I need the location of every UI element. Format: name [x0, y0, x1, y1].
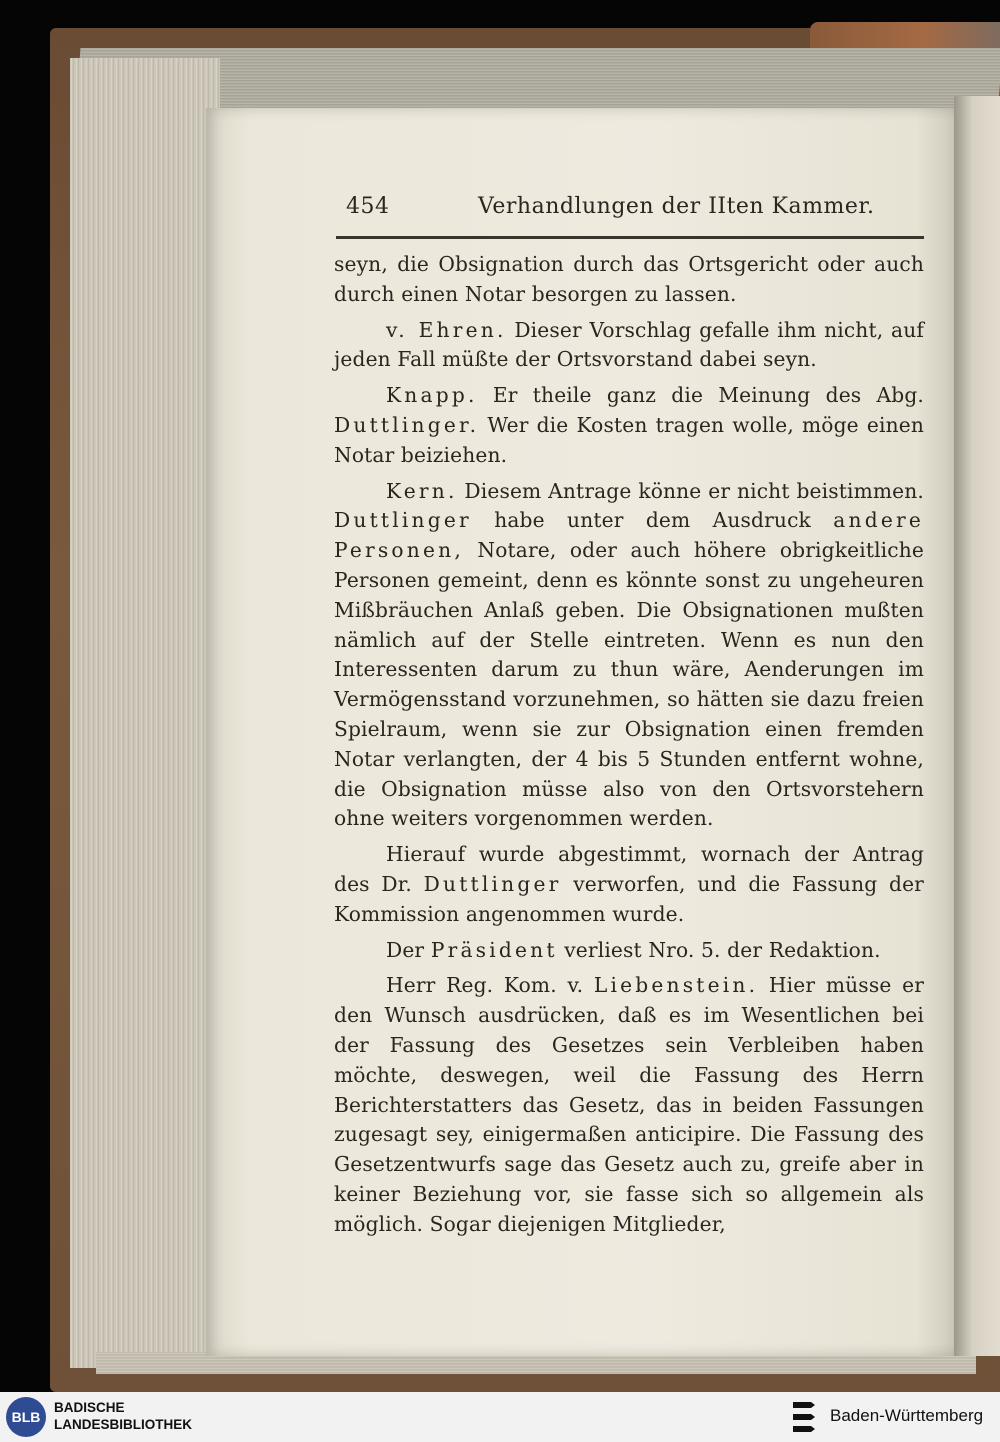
blb-name [54, 1399, 192, 1433]
body-text [334, 250, 924, 1240]
paragraph-text: Diesem Antrage könne er nicht beistimmen. [457, 478, 924, 503]
paragraph [334, 381, 924, 470]
paragraph [334, 250, 924, 310]
speaker-name: Duttlinger [334, 508, 472, 533]
paragraph-text: Wer die Kosten tragen wolle, möge einen Notar beiziehen. [334, 412, 924, 467]
blb-name-line1: BADISCHE [54, 1400, 125, 1415]
baden-wuerttemberg-label: Baden-Württemberg [830, 1406, 984, 1425]
speaker-name: Knapp. [386, 383, 478, 408]
paragraph-text: Herr Reg. Kom. v. [386, 973, 594, 998]
paragraph [334, 477, 924, 835]
speaker-name: Kern. [386, 478, 458, 503]
page-number: 454 [346, 194, 390, 219]
header-rule [336, 236, 924, 239]
running-head-title: Verhandlungen der IIten Kammer. [478, 194, 875, 219]
paragraph-text: seyn, die Obsignation durch das Ortsgericht oder auch durch einen Notar besorgen zu lassen. [334, 252, 924, 306]
page-block-side-edge [70, 58, 220, 1368]
paragraph-text: habe unter dem Ausdruck [471, 508, 834, 533]
paragraph-text: Hier müsse er den Wunsch ausdrücken, daß es im Wesentlichen bei der Fassung des Gesetzes sein Verbleiben haben möchte, deswegen, weil die Fassung des Herrn Berichterstatters das Gesetz, das in beiden Fassungen zugesagt sey, einigermaßen anticipire. Die Fassung des Gesetzentwurfs sage das Gesetz auch zu, greife aber in keiner Beziehung vor, sie fasse sich so allgemein als möglich. Sogar diejenigen Mitglieder, [334, 973, 925, 1236]
speaker-name: Duttlinger [423, 871, 562, 896]
running-head [340, 190, 920, 230]
speaker-name: Liebenstein. [593, 973, 759, 998]
speaker-name: andere Personen, [334, 508, 924, 563]
paragraph [334, 936, 924, 966]
paragraph-text: verliest Nro. 5. der Redaktion. [557, 937, 881, 962]
paragraph-text: Dieser Vorschlag gefalle ihm nicht, auf jeden Fall müßte der Ortsvorstand dabei seyn. [334, 317, 924, 372]
paragraph [334, 840, 924, 929]
paragraph-text: Notare, oder auch höhere obrigkeitliche Personen gemeint, denn es könnte sonst zu ungeheuren Mißbräuchen Anlaß geben. Die Obsignationen mußten nämlich auf der Stelle eintreten. Wenn es nun den Interessenten darum zu thun wäre, Aenderungen im Vermögensstand vorzunehmen, so hätten sie dazu freien Spielraum, wenn sie zur Obsignation einen fremden Notar verlangten, der 4 bis 5 Stunden entfernt wohne, die Obsignation müsse also von den Ortsvorstehern ohne weiters vorgenommen werden. [334, 538, 924, 831]
facing-page-edge [954, 96, 1000, 1356]
blb-logo-icon [6, 1397, 46, 1437]
speaker-name: Duttlinger. [334, 412, 480, 437]
blb-name-line2: LANDESBIBLIOTHEK [54, 1417, 192, 1432]
blb-logo-text: BLB [11, 1409, 41, 1425]
paragraph [334, 971, 924, 1239]
paragraph-text: Er theile ganz die Meinung des Abg. [477, 383, 924, 408]
baden-wuerttemberg-lions-icon [790, 1398, 820, 1436]
paragraph [334, 316, 924, 376]
paragraph-text: Der [386, 937, 431, 962]
speaker-name: v. Ehren. [386, 317, 507, 342]
paragraph-text: verworfen, und die Fassung der Kommission angenommen wurde. [334, 871, 924, 926]
paragraph-text: Hierauf wurde abgestimmt, wornach der Antrag des Dr. [334, 842, 924, 896]
footer-bar [0, 1392, 1000, 1442]
speaker-name: Präsident [430, 937, 558, 962]
